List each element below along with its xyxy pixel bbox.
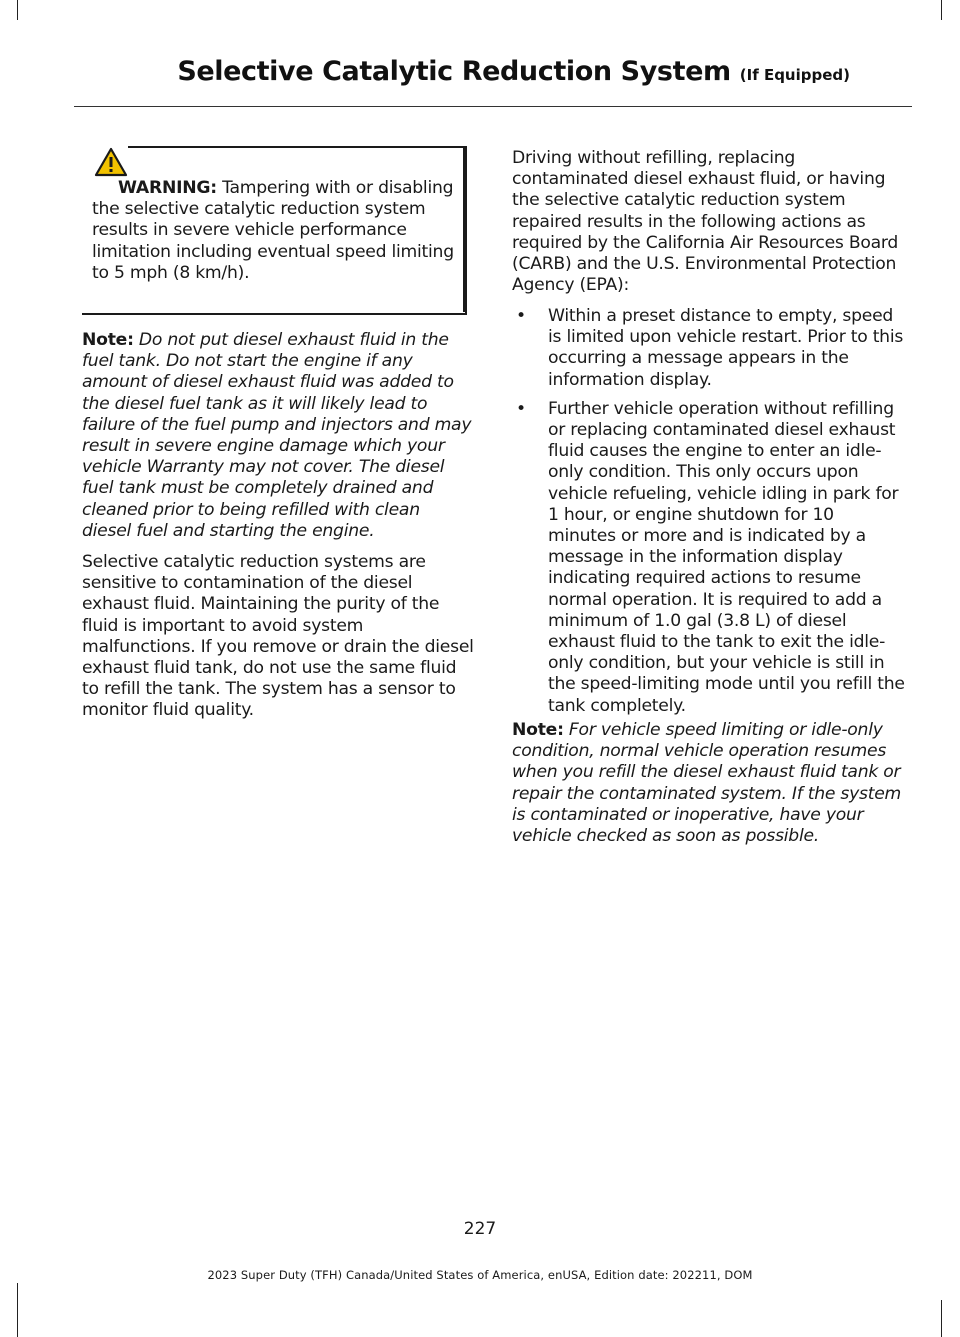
warning-text (92, 178, 464, 284)
header-rule (74, 106, 912, 107)
crop-mark-top-right (941, 0, 942, 20)
note-body: Do not put diesel exhaust fluid in the fuel tank. Do not start the engine if any amount of diesel exhaust fluid was added to the diesel fuel tank as it will likely lead to failure of the fuel pump and injectors and may result in severe engine damage which your vehicle Warranty may not cover. The diesel fuel tank must be completely drained and cleaned prior to being refilled with clean diesel fuel and starting the engine. (82, 330, 472, 541)
list-item-text: Within a preset distance to empty, speed is limited upon vehicle restart. Prior to this occurring a message appears in the information display. (548, 306, 904, 390)
page-title (177, 56, 850, 87)
bullet-list (512, 306, 906, 725)
bullet-marker: • (516, 398, 526, 419)
footer-edition: 2023 Super Duty (TFH) Canada/United States of America, enUSA, Edition date: 202211, DOM (207, 1268, 753, 1282)
note-speed-limiting (512, 720, 904, 847)
page-subtitle: (If Equipped) (739, 66, 850, 84)
page-number: 227 (463, 1219, 497, 1239)
warning-body: Tampering with or disabling the selective catalytic reduction system results in severe vehicle performance limitation including eventual speed limiting to 5 mph (8 km/h). (92, 178, 454, 283)
paragraph-contamination: Selective catalytic reduction systems are sensitive to contamination of the diesel exhaust fluid. Maintaining the purity of the fluid is important to avoid system malfunctions. If you remove or drain the diesel exhaust fluid tank, do not use the same fluid to refill the tank. The system has a sensor to monitor fluid quality. (82, 552, 474, 721)
note-label: Note: (82, 330, 134, 350)
note-label: Note: (512, 720, 564, 740)
warning-triangle-icon (94, 146, 128, 178)
list-item (512, 306, 906, 391)
note-body: For vehicle speed limiting or idle-only condition, normal vehicle operation resumes when you refill the diesel exhaust fluid tank or repair the contaminated system. If the system is contaminated or inoperative, have your vehicle checked as soon as possible. (512, 720, 902, 847)
list-item (512, 399, 906, 717)
bullet-marker: • (516, 306, 526, 326)
warning-label: WARNING: (118, 178, 217, 198)
note-diesel-tank (82, 330, 474, 542)
crop-mark-top-left (17, 0, 18, 20)
list-item-text: Further vehicle operation without refilling or replacing contaminated diesel exhaust fluid causes the engine to enter an idle-only condition. This only occurs upon vehicle refueling, vehicle idling in park for 1 hour, or engine shutdown for 10 minutes or more and is indicated by a message in the information display indicating required actions to resume normal operation. It is required to add a minimum of 1.0 gal (3.8 L) of diesel exhaust fluid to the tank to exit the idle-only condition, but your vehicle is still in the speed-limiting mode until you refill the tank completely. (548, 398, 905, 716)
crop-mark-bottom-right (941, 1300, 942, 1337)
page-title-text: Selective Catalytic Reduction System (177, 56, 731, 87)
crop-mark-bottom-left (17, 1283, 18, 1337)
warning-box (82, 146, 467, 315)
paragraph-driving-without-refill: Driving without refilling, replacing contaminated diesel exhaust fluid, or having the selective catalytic reduction system repaired results in the following actions as required by the California Air Resources Board (CARB) and the U.S. Environmental Protection Agency (EPA): (512, 148, 899, 296)
